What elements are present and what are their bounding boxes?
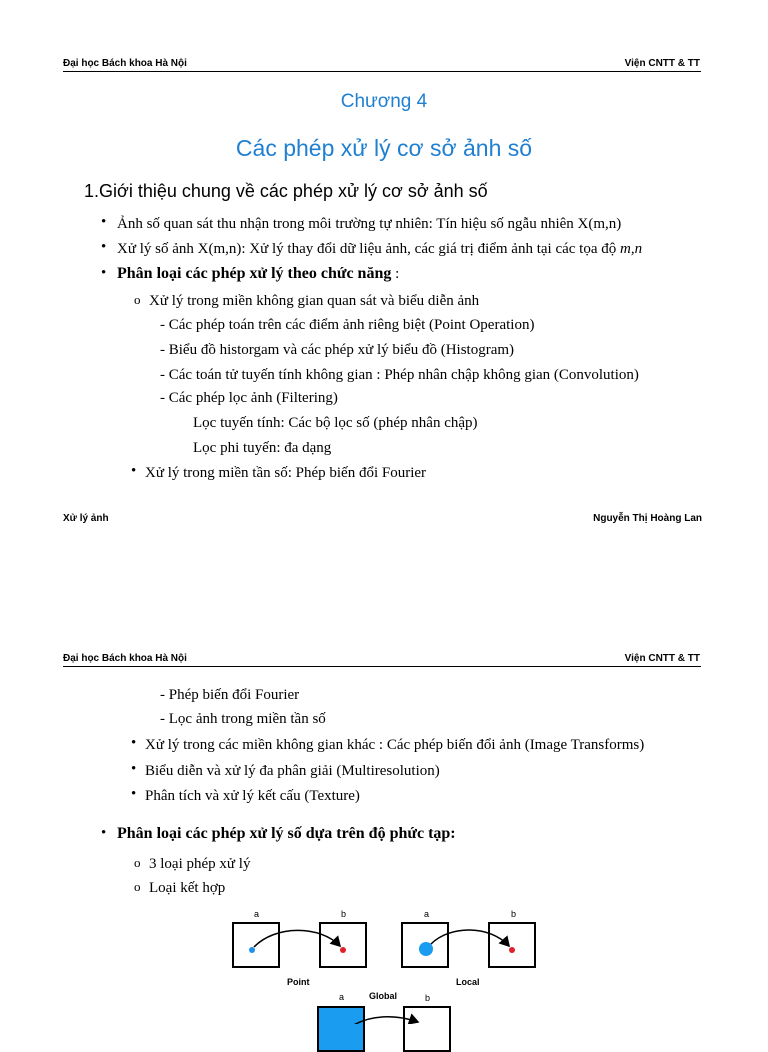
header-left: Đại học Bách khoa Hà Nội [63,653,187,664]
bullet-icon: • [101,214,107,230]
filter-item: Lọc phi tuyến: đa dạng [193,440,332,456]
bullet-icon: • [101,265,107,281]
footer-left: Xử lý ảnh [63,513,109,524]
bullet-text: Xử lý trong miền tần số: Phép biến đổi Fourier [145,465,427,481]
ring-bullet-icon: o [134,879,141,894]
dash-item: - Phép biến đổi Fourier [160,687,300,703]
label-b: b [341,909,347,919]
ring-bullet-icon: o [134,292,141,307]
local-source-region [419,942,433,956]
bullet-text: Xử lý trong các miền không gian khác : Các phép biến đổi ảnh (Image Transforms) [145,737,645,753]
label-local: Local [456,977,480,987]
bullet-icon: • [131,786,137,802]
header-right: Viện CNTT & TT [624,653,700,664]
bullet-icon: • [131,463,137,479]
bullet-text-bold: Phân loại các phép xử lý theo chức năng : [117,265,400,282]
label-global: Global [369,991,398,1001]
footer-right: Nguyễn Thị Hoàng Lan [593,513,702,524]
bullet-icon: • [131,735,137,751]
ring-bullet-icon: o [134,855,141,870]
page-title: Các phép xử lý cơ sở ảnh số [235,135,533,161]
dash-item: - Lọc ảnh trong miền tần số [160,711,326,727]
filter-item: Lọc tuyến tính: Các bộ lọc số (phép nhân chập) [193,415,478,431]
dash-item: - Biểu đồ historgam và các phép xử lý biểu đồ (Histogram) [160,342,515,358]
point-target-dot [340,947,346,953]
sub-item: Xử lý trong miền không gian quan sát và biểu diễn ảnh [149,293,480,309]
global-arrow [352,1017,418,1024]
point-arrow [254,930,340,947]
label-a: a [254,909,260,919]
sub-item: 3 loại phép xử lý [149,856,251,872]
dash-item: - Các phép toán trên các điểm ảnh riêng biệt (Point Operation) [160,317,535,333]
point-source-dot [249,947,255,953]
sub-item: Loại kết hợp [149,880,226,896]
local-target-dot [509,947,515,953]
label-a: a [424,909,430,919]
label-b: b [425,993,431,1003]
bullet-text: Biểu diễn và xử lý đa phân giải (Multiresolution) [145,763,440,779]
dash-item: - Các phép lọc ảnh (Filtering) [160,390,338,406]
bullet-icon: • [101,825,107,841]
label-b: b [511,909,517,919]
chapter-title: Chương 4 [340,91,428,112]
bullet-text: Phân tích và xử lý kết cấu (Texture) [145,788,360,804]
section-number: 1. [84,181,100,201]
bullet-text-bold: Phân loại các phép xử lý số dựa trên độ phức tạp: [117,825,456,842]
bullet-icon: • [101,239,107,255]
bullet-text: Xử lý số ảnh X(m,n): Xử lý thay đổi dữ liệu ảnh, các giá trị điểm ảnh tại các tọa độ m,n [117,241,643,257]
bullet-icon: • [131,761,137,777]
dash-item: - Các toán tử tuyến tính không gian : Phép nhân chập không gian (Convolution) [160,367,639,383]
label-point: Point [287,977,310,987]
header-left: Đại học Bách khoa Hà Nội [63,58,187,69]
local-arrow [431,930,509,946]
header-right: Viện CNTT & TT [624,58,700,69]
section-title: Giới thiệu chung về các phép xử lý cơ sở ảnh số [99,181,488,201]
label-a: a [339,992,345,1002]
bullet-text: Ảnh số quan sát thu nhận trong môi trường tự nhiên: Tín hiệu số ngẫu nhiên X(m,n) [117,216,622,232]
